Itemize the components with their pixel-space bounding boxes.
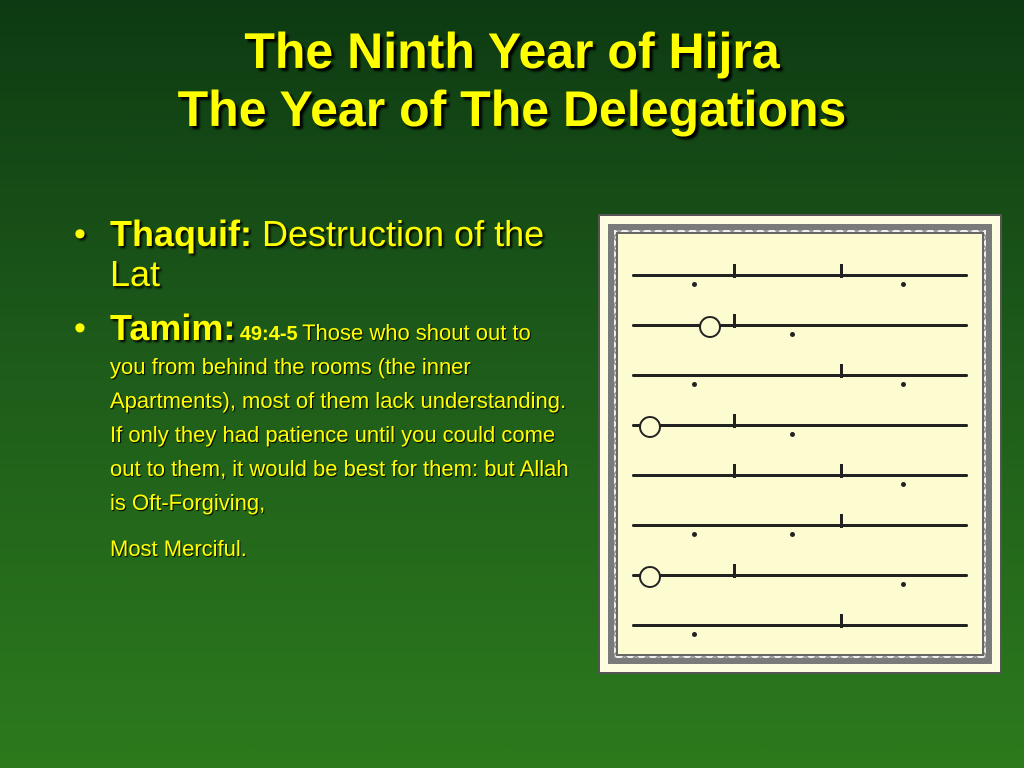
bullet-dot-icon: •: [74, 215, 86, 253]
ayah-marker-icon: [639, 566, 661, 588]
arabic-line: [632, 264, 968, 292]
title-line-1: The Ninth Year of Hijra: [244, 23, 780, 79]
bullet-text: Destruction of the Lat: [110, 213, 545, 294]
arabic-script-lines: [632, 264, 968, 634]
arabic-line: [632, 614, 968, 642]
arabic-line: [632, 464, 968, 492]
arabic-line: [632, 514, 968, 542]
arabic-line: [632, 414, 968, 442]
ayah-marker-icon: [699, 316, 721, 338]
ayah-marker-icon: [639, 416, 661, 438]
bullet-label: Tamim:: [110, 307, 236, 348]
bullet-tamim: [70, 308, 570, 566]
title-line-2: The Year of The Delegations: [177, 81, 847, 137]
verse-translation-end: Most Merciful.: [110, 536, 247, 561]
quran-page-image: [598, 214, 1002, 674]
slide-title: [0, 22, 1024, 138]
arabic-line: [632, 564, 968, 592]
verse-reference: 49:4-5: [239, 323, 298, 345]
arabic-line: [632, 314, 968, 342]
bullet-thaquif: [70, 214, 570, 294]
bullet-label: Thaquif:: [110, 213, 252, 254]
bullet-dot-icon: •: [74, 309, 86, 347]
quran-text-area: [616, 232, 984, 656]
verse-translation: Those who shout out to you from behind the rooms (the inner Apartments), most of them lack understanding. If only they had patience until you could come out to them, it would be best for them: but Allah is Oft-Forgiving,: [110, 320, 569, 515]
arabic-line: [632, 364, 968, 392]
bullet-list: [70, 214, 570, 566]
